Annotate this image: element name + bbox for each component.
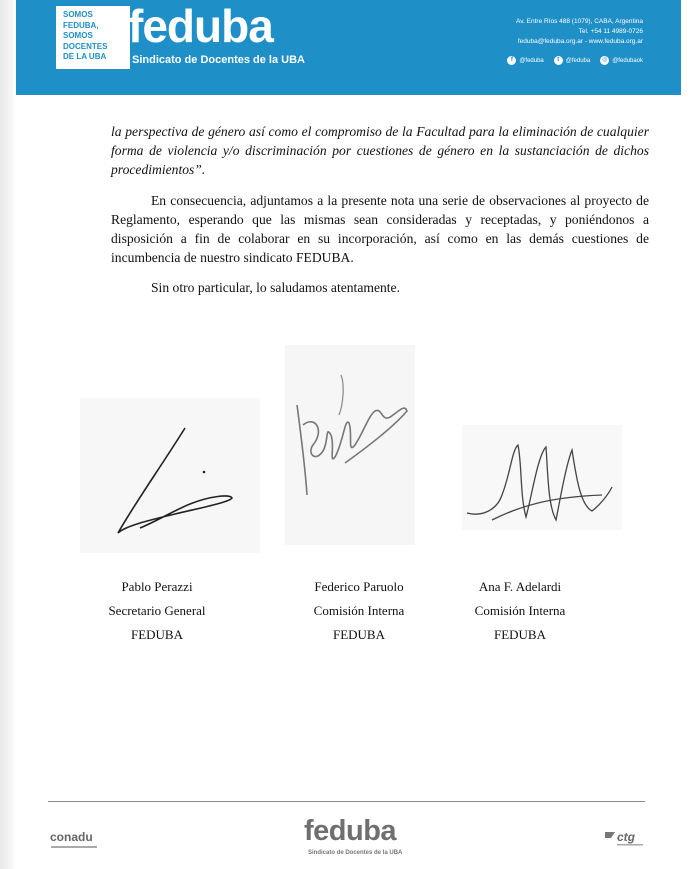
conadu-logo-underline [51, 846, 97, 848]
brand-subtitle: Sindicato de Docentes de la UBA [132, 54, 305, 66]
address-text: Av. Entre Ríos 488 (1079), CABA, Argentina [516, 18, 643, 25]
phone-text: Tel. +54 11 4989-0726 [578, 28, 643, 35]
social-facebook[interactable] [507, 56, 543, 65]
social-handle: @fedubaok [612, 57, 643, 64]
signatory-org: FEDUBA [130, 627, 183, 642]
conadu-logo: conadu [50, 830, 93, 844]
signatory-org: FEDUBA [332, 627, 385, 642]
page-edge-shadow [0, 0, 16, 869]
ctg-logo [603, 828, 649, 848]
social-handle: @feduba [519, 57, 544, 64]
instagram-icon: ◎ [602, 57, 608, 63]
signatory-1 [72, 575, 242, 647]
signatory-2 [274, 575, 444, 647]
signatory-role: Comisión Interna [313, 603, 405, 618]
brand-logo: feduba [128, 0, 273, 52]
facebook-icon: f [507, 56, 516, 65]
social-handle: @feduba [565, 57, 591, 64]
paragraph-closing: Sin otro particular, lo saludamos atentamente. [151, 280, 400, 295]
twitter-icon: t [554, 56, 563, 65]
footer-brand-subtitle: Sindicato de Docentes de la UBA [308, 850, 403, 856]
slogan-logo-box [56, 6, 130, 69]
social-twitter[interactable] [554, 56, 590, 65]
signature-image-1 [80, 398, 260, 553]
email-web-text: feduba@feduba.org.ar - www.feduba.org.ar [517, 38, 643, 45]
signatory-role: Comisión Interna [474, 603, 566, 618]
letterhead-banner [16, 0, 681, 95]
social-instagram[interactable] [600, 56, 643, 65]
signature-image-3 [462, 425, 622, 530]
footer-brand-logo: feduba [304, 815, 397, 847]
paragraph-consequence: En consecuencia, adjuntamos a la presente nota una serie de observaciones al proyecto de Reglamento, esperando que las mismas sean consideradas y receptadas, y poniéndonos a disposición a fin de colaborar en su incorporación, así como en las demás cuestiones de incumbencia de nuestro sindicato FEDUBA. [111, 193, 649, 265]
paragraph-quote: la perspectiva de género así como el compromiso de la Facultad para la eliminación de cualquier forma de violencia y/o discriminación por cuestiones de género en la sustanciación de dichos procedimientos”. [111, 124, 649, 177]
signature-image-2 [285, 345, 415, 545]
signatory-name: Federico Paruolo [314, 579, 404, 594]
contact-info [516, 17, 643, 47]
signatory-name: Pablo Perazzi [121, 579, 193, 594]
footer-divider [48, 801, 645, 802]
signatory-3 [435, 575, 605, 647]
signatory-org: FEDUBA [493, 627, 546, 642]
slogan-text: SOMOS FEDUBA, SOMOS DOCENTES DE LA UBA [63, 10, 108, 61]
signatory-name: Ana F. Adelardi [478, 579, 562, 594]
ctg-logo-text: ctg [617, 830, 635, 844]
social-links [507, 56, 643, 65]
signatory-role: Secretario General [108, 603, 206, 618]
